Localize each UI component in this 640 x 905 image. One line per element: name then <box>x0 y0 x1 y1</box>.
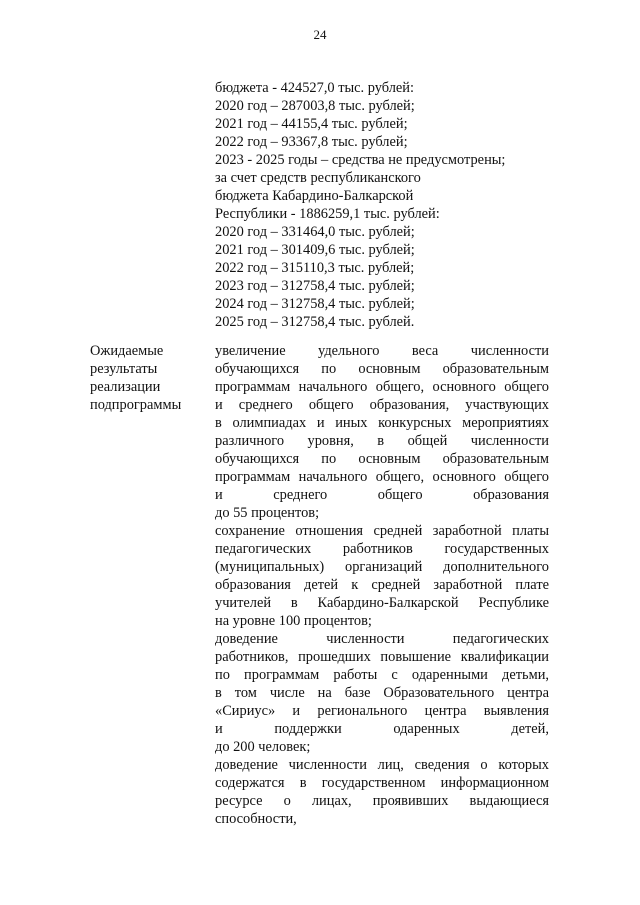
funding-line: 2021 год – 44155,4 тыс. рублей; <box>215 116 408 132</box>
results-line: до 55 процентов; <box>215 505 320 521</box>
results-line: сохранение отношения средней заработной платы <box>215 523 549 539</box>
results-line: доведение численности педагогических <box>215 631 549 647</box>
results-line: по программам работы с одаренными детьми, <box>215 667 549 683</box>
funding-line: 2023 - 2025 годы – средства не предусмотрены; <box>215 152 506 168</box>
results-line: программам начального общего, основного общего <box>215 379 549 395</box>
results-line: программам начального общего, основного общего <box>215 469 549 485</box>
results-line: способности, <box>215 811 297 827</box>
funding-line: Республики - 1886259,1 тыс. рублей: <box>215 206 440 222</box>
results-line: в олимпиадах и иных конкурсных мероприятиях <box>215 415 549 431</box>
funding-line: 2020 год – 331464,0 тыс. рублей; <box>215 224 415 240</box>
results-line: различного уровня, в общей численности <box>215 433 549 449</box>
results-line: и среднего общего образования, участвующих <box>215 397 549 413</box>
funding-line: 2025 год – 312758,4 тыс. рублей. <box>215 314 415 330</box>
results-line: доведение численности лиц, сведения о которых <box>215 757 549 773</box>
results-label-line: результаты <box>90 361 158 377</box>
funding-line: 2021 год – 301409,6 тыс. рублей; <box>215 242 415 258</box>
results-line: работников, прошедших повышение квалификации <box>215 649 549 665</box>
results-label-line: Ожидаемые <box>90 343 164 359</box>
results-line: «Сириус» и регионального центра выявления <box>215 703 549 719</box>
results-line: (муниципальных) организаций дополнительного <box>215 559 549 575</box>
funding-line: за счет средств республиканского <box>215 170 421 186</box>
results-label-line: подпрограммы <box>90 397 182 413</box>
results-line: образования детей к средней заработной плате <box>215 577 549 593</box>
results-line: на уровне 100 процентов; <box>215 613 372 629</box>
results-line: и среднего общего образования <box>215 487 549 503</box>
funding-line: 2024 год – 312758,4 тыс. рублей; <box>215 296 415 312</box>
results-line: учителей в Кабардино-Балкарской Республике <box>215 595 549 611</box>
results-line: увеличение удельного веса численности <box>215 343 549 359</box>
results-line: обучающихся по основным образовательным <box>215 451 549 467</box>
results-line: и поддержки одаренных детей, <box>215 721 549 737</box>
results-line: обучающихся по основным образовательным <box>215 361 549 377</box>
results-line: ресурсе о лицах, проявивших выдающиеся <box>215 793 549 809</box>
results-line: до 200 человек; <box>215 739 311 755</box>
results-line: педагогических работников государственных <box>215 541 549 557</box>
funding-line: 2022 год – 315110,3 тыс. рублей; <box>215 260 415 276</box>
funding-line: 2020 год – 287003,8 тыс. рублей; <box>215 98 415 114</box>
funding-line: 2023 год – 312758,4 тыс. рублей; <box>215 278 415 294</box>
page-number: 24 <box>313 27 327 42</box>
funding-line: 2022 год – 93367,8 тыс. рублей; <box>215 134 408 150</box>
funding-line: бюджета - 424527,0 тыс. рублей: <box>215 80 414 96</box>
results-label-line: реализации <box>90 379 161 395</box>
funding-line: бюджета Кабардино-Балкарской <box>215 188 414 204</box>
results-line: в том числе на базе Образовательного центра <box>215 685 549 701</box>
results-line: содержатся в государственном информационном <box>215 775 549 791</box>
